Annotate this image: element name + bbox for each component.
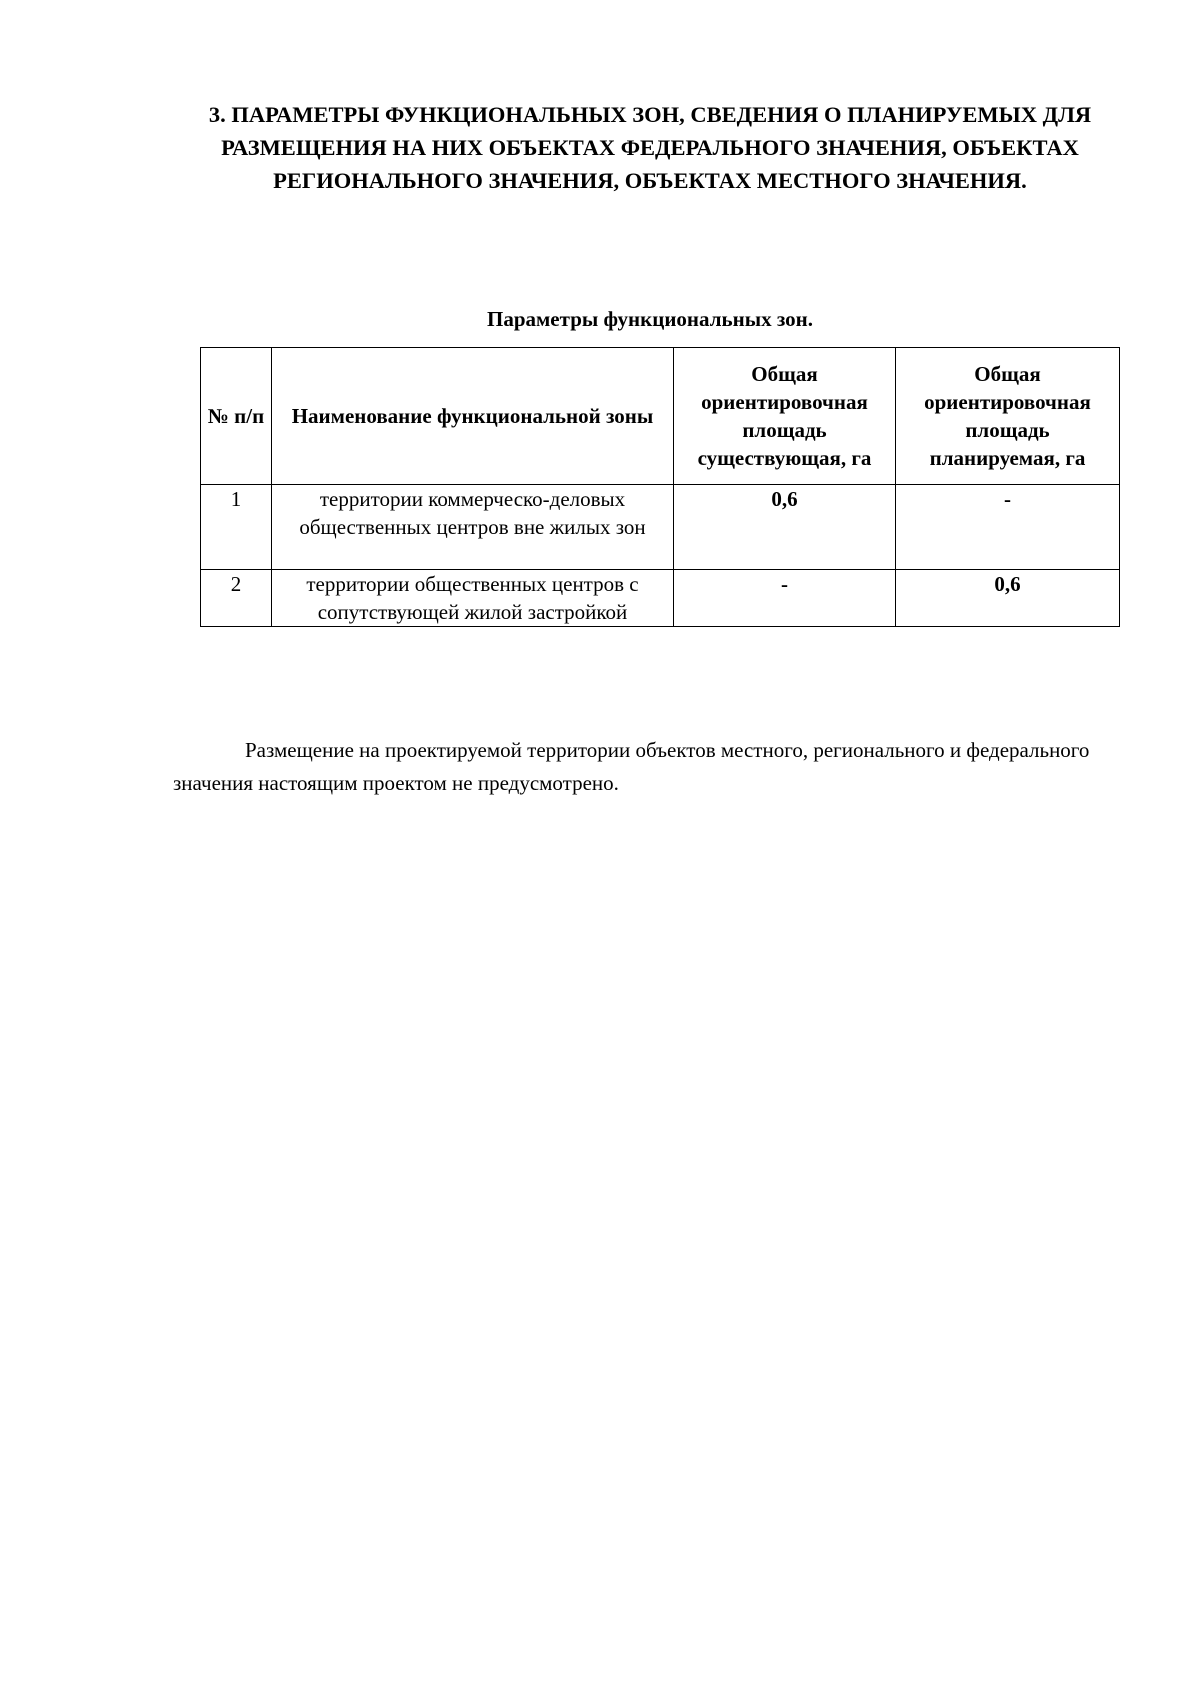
zone-name: территории коммерческо-деловых общественных центров вне жилых зон — [272, 485, 674, 570]
header-number: № п/п — [201, 348, 272, 485]
row-number: 1 — [201, 485, 272, 570]
page-heading: 3. ПАРАМЕТРЫ ФУНКЦИОНАЛЬНЫХ ЗОН, СВЕДЕНИЯ О ПЛАНИРУЕМЫХ ДЛЯ РАЗМЕЩЕНИЯ НА НИХ ОБЪЕКТАХ ФЕДЕРАЛЬНОГО ЗНАЧЕНИЯ, ОБЪЕКТАХ РЕГИОНАЛЬНОГО ЗНАЧЕНИЯ, ОБЪЕКТАХ МЕСТНОГО ЗНАЧЕНИЯ. — [208, 102, 1092, 193]
header-area-existing: Общая ориентировочная площадь существующая, га — [674, 348, 896, 485]
table-row — [201, 570, 1120, 627]
header-zone-name: Наименование функциональной зоны — [272, 348, 674, 485]
area-planned: - — [896, 485, 1120, 570]
area-existing: - — [674, 570, 896, 627]
header-area-planned: Общая ориентировочная площадь планируемая, га — [896, 348, 1120, 485]
functional-zones-table — [200, 347, 1120, 627]
table-caption: Параметры функциональных зон. — [486, 307, 814, 331]
table-row — [201, 485, 1120, 570]
area-planned: 0,6 — [896, 570, 1120, 627]
row-number: 2 — [201, 570, 272, 627]
table-header-row — [201, 348, 1120, 485]
zone-name: территории общественных центров с сопутствующей жилой застройкой — [272, 570, 674, 627]
body-paragraph: Размещение на проектируемой территории объектов местного, регионального и федерального значения настоящим проектом не предусмотрено. — [173, 738, 1090, 795]
area-existing: 0,6 — [674, 485, 896, 570]
